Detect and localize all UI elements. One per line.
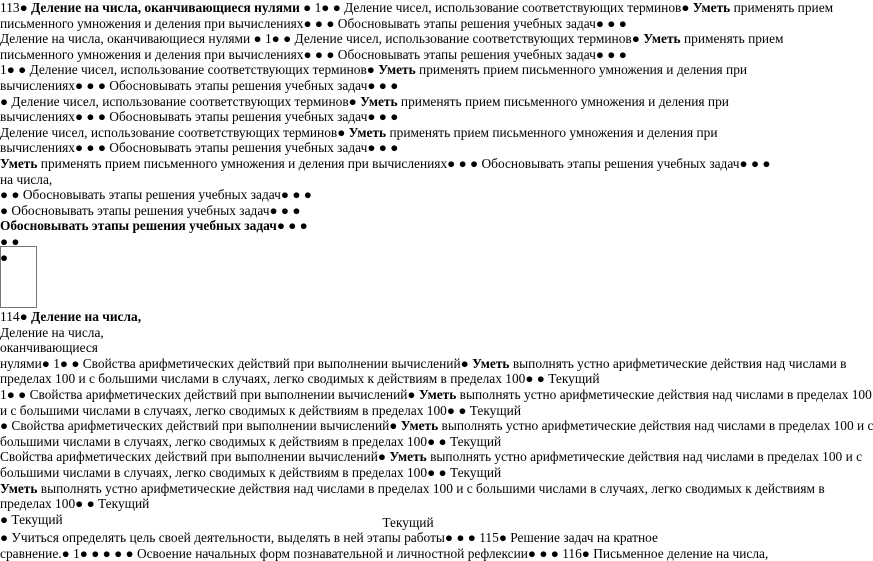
text-line [0,496,873,512]
text-run: ● [19,309,32,324]
text-run: выполнять устно арифметические действия над числами в пределах 100 и с [426,449,863,465]
text-line [0,156,833,172]
bold-text: Уметь [643,31,681,47]
text-line [0,434,873,450]
bold-text: Уметь [389,449,427,465]
text-line [0,418,873,434]
text-line [0,309,873,325]
bold-text: Уметь [360,93,398,109]
bold-text: Уметь [400,418,439,434]
text-run: большими числами в случаях, легко сводимых к действиям в пределах 100● ● Текущий [0,433,502,449]
text-run: ● ● Обосновывать этапы решения учебных задач● ● ● [0,187,312,203]
text-line [0,62,833,78]
text-line [0,325,873,341]
bold-text: Уметь [348,124,387,140]
text-run: вычислениях● ● ● Обосновывать этапы решения учебных задач● ● ● [0,140,399,156]
text-line [0,203,833,219]
text-line [0,140,833,156]
text-run: применять прием письменного умножения и деления при [397,93,729,109]
text-run: применять прием письменного умножения и деления при [415,62,748,78]
text-run: 114 [0,309,20,324]
text-line [0,371,873,387]
text-line [0,340,873,356]
text-run: письменного умножения и деления при вычислениях● ● ● Обосновывать этапы решения учебных задач● ● ● [0,46,627,62]
text-run: ● ● ● [276,218,308,234]
text-run: вычислениях● ● ● Обосновывать этапы решения учебных задач● ● ● [0,109,399,125]
text-line [0,234,833,250]
text-run: большими числами в случаях, легко сводимых к действиям в пределах 100● ● Текущий [0,464,502,480]
bold-text: Деление на числа, [31,309,142,324]
text-run: Деление на числа, [0,324,104,340]
text-run: выполнять устно арифметические действия над числами в пределах 100 [456,386,872,402]
text-run: применять прием письменного умножения и деления при вычислениях● ● ● Обосновывать этапы решения учебных задач● ● ● [37,155,771,171]
text-run: пределах 100 и с большими числами в случаях, легко сводимых к действиям в пределах 100● ● Текущий [0,371,600,387]
text-run: письменного умножения и деления при вычислениях● ● ● Обосновывать этапы решения учебных задач● ● ● [0,15,627,31]
text-line [0,530,768,546]
lesson-114-block [0,309,873,527]
text-run: Деление чисел, использование соответствующих терминов● [0,124,349,140]
bold-text: Уметь [418,386,457,402]
text-run: Свойства арифметических действий при выполнении вычислений● [0,449,390,465]
text-run: ● ● [0,233,20,249]
empty-frame [0,246,37,308]
text-run: выполнять устно арифметические действия над числами в пределах 100 и с [438,418,873,434]
bold-text: Деление на числа, оканчивающиеся нулями [31,0,300,15]
text-line [0,403,873,419]
text-line [0,16,833,32]
text-run: применять прием письменного умножения и деления при [386,124,718,140]
bold-text: Обосновывать этапы решения учебных задач [0,218,277,234]
text-line [0,546,768,561]
centered-current-label [0,515,816,531]
text-run: нулями● 1● ● Свойства арифметических действий при выполнении вычислений● [0,355,473,371]
text-line [0,109,833,125]
text-run: ● [19,0,32,15]
text-run: и с большими числами в случаях, легко сводимых к действиям в пределах 100● ● Текущий [0,402,522,418]
text-line [0,187,833,203]
text-line [0,481,873,497]
text-run: Деление на числа, оканчивающиеся нулями ● 1● ● Деление чисел, использование соответствующих терминов● [0,31,644,47]
text-run: выполнять устно арифметические действия над числами в [509,355,847,371]
text-line [0,387,873,403]
text-run: 113 [0,0,20,15]
text-run: применять прием [730,0,834,15]
text-run: пределах 100● ● Текущий [0,496,150,512]
text-line [0,356,873,372]
text-run: выполнять устно арифметические действия над числами в пределах 100 и с большими числами в случаях, легко сводимых к действиям в [37,480,825,496]
text-run: ● 1● ● Деление чисел, использование соответствующих терминов● [299,0,693,15]
bold-text: Уметь [472,355,510,371]
text-run: ● Деление чисел, использование соответствующих терминов● [0,93,361,109]
text-run: оканчивающиеся [0,340,98,356]
text-line [0,125,833,141]
lesson-115-116-block [0,530,768,561]
text-line [0,78,833,94]
text-run: на числа, [0,171,53,187]
text-run: ● Текущий [0,511,63,527]
text-line [0,218,833,234]
text-run: ● [0,249,9,265]
text-run: 1● ● Свойства арифметических действий при выполнении вычислений● [0,386,419,402]
text-run: ● Учиться определять цель своей деятельности, выделять в ней этапы работы● ● ● 115● Решение задач на кратное [0,530,658,545]
lesson-113-block [0,0,833,265]
text-line [0,47,833,63]
text-line [0,172,833,188]
text-run: 1● ● Деление чисел, использование соответствующих терминов● [0,62,379,78]
text-run: вычислениях● ● ● Обосновывать этапы решения учебных задач● ● ● [0,77,399,93]
text-run: применять прием [680,31,784,47]
bold-text: Уметь [692,0,731,15]
text-run: ● Обосновывать этапы решения учебных задач● ● ● [0,202,301,218]
text-line [0,250,833,266]
text-line [0,0,833,16]
bold-text: Уметь [378,62,416,78]
text-line [0,449,873,465]
text-line [0,94,833,110]
text-run: сравнение.● 1● ● ● ● ● Освоение начальных форм познавательной и личностной рефлексии● ● ● 116● Письменное деление на числа, [0,545,769,561]
text-line [0,31,833,47]
bold-text: Уметь [0,155,38,171]
bold-text: Уметь [0,480,38,496]
current-label: Текущий [382,515,434,530]
text-line [0,465,873,481]
text-run: ● Свойства арифметических действий при выполнении вычислений● [0,418,401,434]
